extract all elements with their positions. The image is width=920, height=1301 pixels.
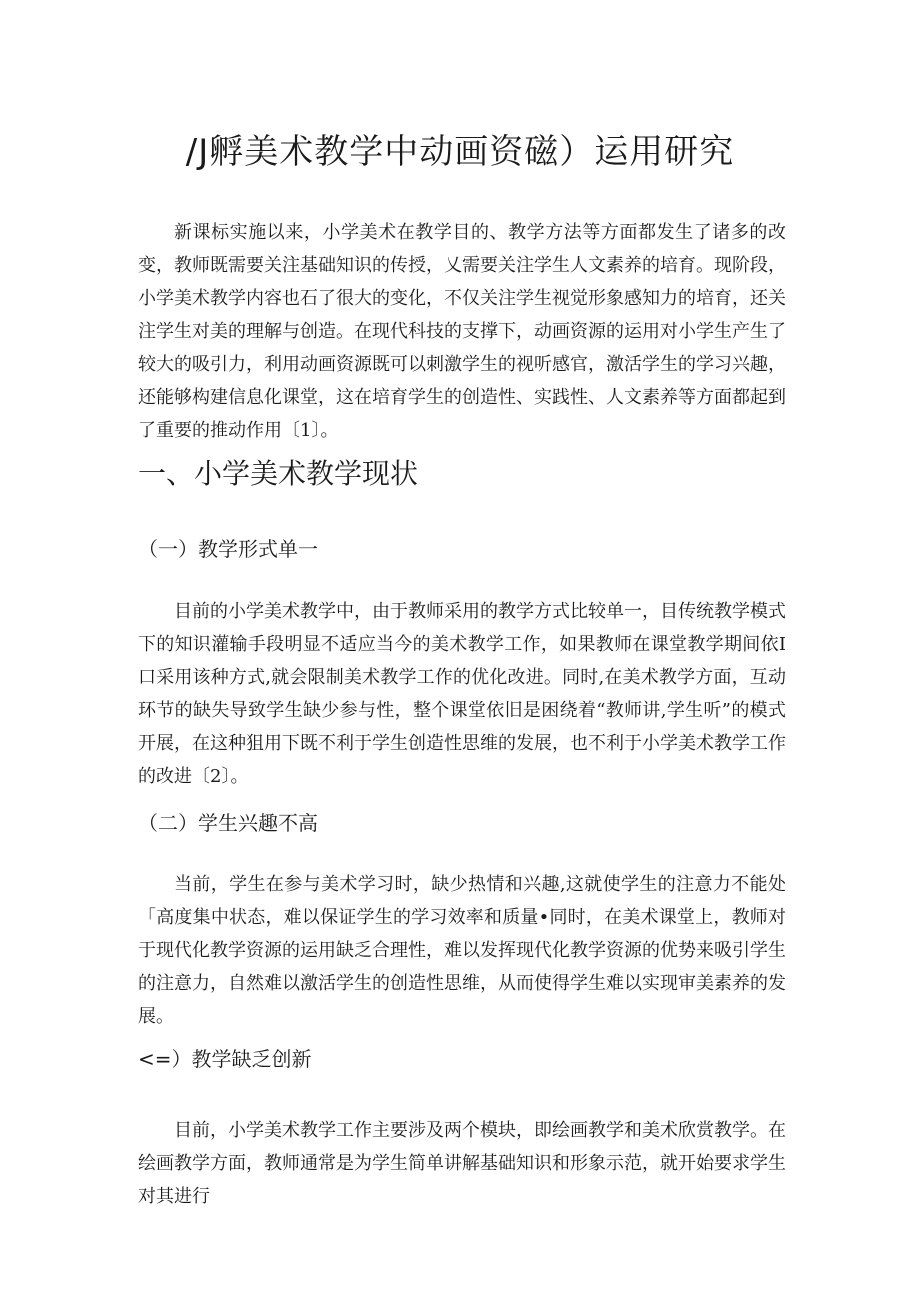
subsection-heading-interest: （二）学生兴趣不高 <box>138 811 318 835</box>
subsection-heading-form: （一）教学形式单一 <box>138 537 318 561</box>
subsection-body-innovation: 目前，小学美术教学工作主要涉及两个模块，即绘画教学和美术欣赏教学。在绘画教学方面，教师通常是为学生简单讲解基础知识和形象示范，就开始要求学生对其进行 <box>138 1120 786 1207</box>
section-heading-status: 一、小学美术教学现状 <box>138 457 419 490</box>
document-title: /J孵美术教学中动画资磁）运用研究 <box>185 132 735 172</box>
subsection-body-interest: 当前，学生在参与美术学习时，缺少热情和兴趣,这就使学生的注意力不能处「高度集中状态，难以保证学生的学习效率和质量•同时，在美术课堂上，教师对于现代化教学资源的运用缺乏合理性，难以发挥现代化教学资源的优势来吸引学生的注意力，自然难以激活学生的创造性思维，从而使得学生难以实现审美素养的发展。 <box>138 874 786 1027</box>
subsection-heading-innovation: <=）教学缺乏创新 <box>138 1047 312 1071</box>
intro-paragraph: 新课标实施以来，小学美术在教学目的、教学方法等方面都发生了诸多的改变，教师既需要关注基础知识的传授，乂需要关注学生人文素养的培育。现阶段，小学美术教学内容也石了很大的变化，不仅关注学生视觉形象感知力的培育，还关注学生对美的理解与创造。在现代科技的支撑下，动画资源的运用对小学生产生了较大的吸引力，利用动画资源既可以刺激学生的视听感官，激活学生的学习兴趣，还能够构建信息化课堂，这在培育学生的创造性、实践性、人文素养等方面都起到了重要的推动作用〔1〕。 <box>138 222 786 441</box>
subsection-body-form: 目前的小学美术教学中，由于教师采用的教学方式比较单一，目传统教学模式下的知识灌输手段明显不适应当今的美术教学工作，如果教师在课堂教学期间依Ⅰ口采用该种方式,就会限制美术教学工作的优化改进。同时,在美术教学方面，互动环节的缺失导致学生缺少参与性，整个课堂依旧是困绕着“教师讲,学生听”的模式开展，在这种狙用下既不利于学生创造性思维的发展，也不利于小学美术教学工作的改进〔2〕。 <box>138 601 786 787</box>
